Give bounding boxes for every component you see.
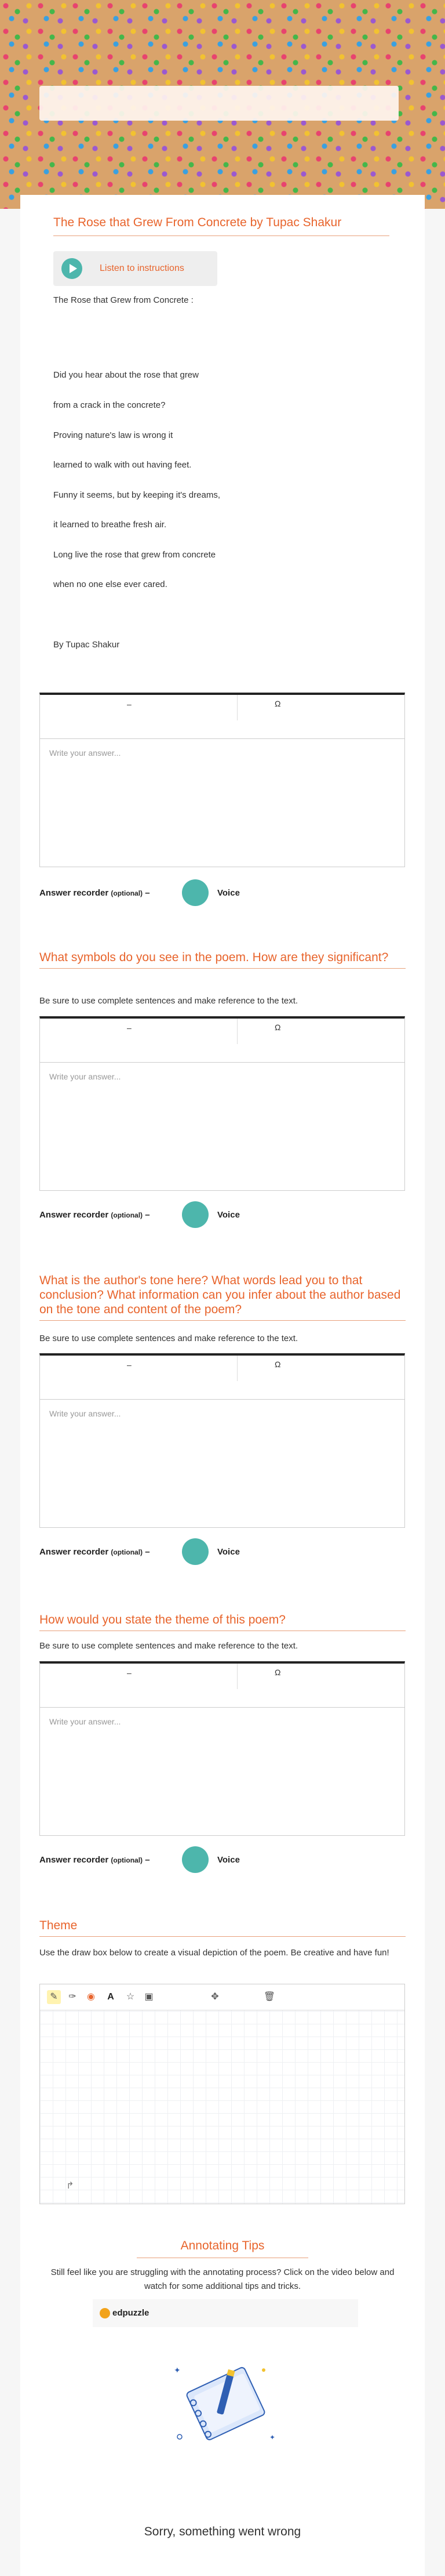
recorder-dash: – [145, 1547, 150, 1557]
omega-symbol-button[interactable]: Ω [275, 1023, 281, 1032]
answer-placeholder: Write your answer... [49, 1072, 121, 1081]
answer-editor [39, 1016, 405, 1191]
question-description: Be sure to use complete sentences and make reference to the text. [39, 1641, 298, 1651]
pencil-icon[interactable]: ✎ [47, 1990, 61, 2004]
record-voice-button[interactable] [182, 1201, 209, 1228]
banner-title-box [39, 86, 399, 121]
answer-editor [39, 693, 405, 867]
dash-tool-button[interactable]: – [127, 1668, 132, 1678]
record-voice-button[interactable] [182, 1538, 209, 1565]
poem-author: By Tupac Shakur [53, 640, 120, 650]
voice-label: Voice [217, 1855, 240, 1865]
answer-recorder-label [39, 1210, 150, 1220]
voice-label: Voice [217, 1547, 240, 1557]
tips-title: Annotating Tips [180, 2239, 265, 2252]
omega-symbol-button[interactable]: Ω [275, 1360, 281, 1369]
recorder-optional: (optional) [111, 1548, 143, 1556]
question-description: Be sure to use complete sentences and make reference to the text. [39, 996, 298, 1006]
poem-line: it learned to breathe fresh air. [53, 520, 167, 530]
recorder-optional: (optional) [111, 1856, 143, 1864]
tips-description: Still feel like you are struggling with the annotating process? Click on the video below and watch for some additional tips and tricks. [50, 2267, 395, 2291]
image-icon[interactable]: ▣ [144, 1992, 154, 2002]
brush-icon[interactable]: ✑ [68, 1992, 76, 2002]
cursor-icon: ↱ [66, 2181, 74, 2191]
editor-toolbar [40, 1664, 404, 1708]
question-title: What symbols do you see in the poem. How are they significant? [39, 950, 406, 969]
palette-icon[interactable]: ◉ [87, 1992, 95, 2002]
page-title: The Rose that Grew From Concrete by Tupac Shakur [53, 216, 389, 236]
poem-line: Funny it seems, but by keeping it's dreams, [53, 490, 220, 500]
voice-label: Voice [217, 1210, 240, 1220]
answer-textarea[interactable] [40, 1064, 404, 1191]
toolbar-divider [237, 1664, 238, 1689]
recorder-optional: (optional) [111, 889, 143, 897]
star-icon[interactable]: ☆ [126, 1992, 135, 2002]
answer-recorder-label [39, 1547, 150, 1557]
answer-editor [39, 1661, 405, 1836]
recorder-label: Answer recorder [39, 1210, 109, 1220]
draw-toolbar [40, 1984, 404, 2010]
omega-symbol-button[interactable]: Ω [275, 699, 281, 708]
answer-textarea[interactable] [40, 740, 404, 867]
toolbar-divider [237, 1356, 238, 1381]
answer-placeholder: Write your answer... [49, 1717, 121, 1726]
answer-placeholder: Write your answer... [49, 1409, 121, 1418]
recorder-label: Answer recorder [39, 888, 109, 898]
text-icon[interactable]: A [107, 1992, 114, 2002]
dash-tool-button[interactable]: – [127, 1360, 132, 1369]
omega-symbol-button[interactable]: Ω [275, 1668, 281, 1677]
error-message: Sorry, something went wrong [144, 2525, 301, 2538]
edpuzzle-logo-icon [100, 2308, 110, 2318]
error-illustration [162, 2347, 284, 2463]
recorder-dash: – [145, 1855, 150, 1865]
trash-icon[interactable]: 🗑 [263, 1992, 276, 2002]
answer-recorder-label [39, 888, 150, 898]
question-title: How would you state the theme of this poem? [39, 1613, 406, 1631]
recorder-dash: – [145, 888, 150, 898]
poem-line: from a crack in the concrete? [53, 400, 166, 410]
header-banner [0, 0, 445, 209]
dash-tool-button[interactable]: – [127, 1023, 132, 1032]
record-voice-button[interactable] [182, 1846, 209, 1873]
draw-canvas[interactable] [39, 1984, 405, 2204]
poem-line: Did you hear about the rose that grew [53, 370, 199, 380]
answer-editor [39, 1353, 405, 1528]
editor-toolbar [40, 1356, 404, 1400]
listen-label: Listen to instructions [100, 263, 184, 273]
video-embed[interactable] [93, 2299, 358, 2327]
edpuzzle-brand: edpuzzle [112, 2308, 149, 2318]
listen-instructions-button[interactable] [53, 251, 217, 286]
record-voice-button[interactable] [182, 879, 209, 906]
recorder-label: Answer recorder [39, 1855, 109, 1865]
poem-line: Long live the rose that grew from concrete [53, 550, 216, 560]
theme-title: Theme [39, 1918, 406, 1937]
svg-text:✦: ✦ [174, 2366, 181, 2375]
answer-recorder-label [39, 1855, 150, 1865]
voice-label: Voice [217, 888, 240, 898]
recorder-label: Answer recorder [39, 1547, 109, 1557]
question-title: What is the author's tone here? What words lead you to that conclusion? What information can you infer about the author based on the tone and content of the poem? [39, 1273, 406, 1321]
recorder-dash: – [145, 1210, 150, 1220]
answer-textarea[interactable] [40, 1401, 404, 1528]
editor-toolbar [40, 1019, 404, 1063]
dash-tool-button[interactable]: – [127, 700, 132, 709]
editor-toolbar [40, 695, 404, 739]
toolbar-divider [237, 695, 238, 720]
move-icon[interactable]: ✥ [211, 1992, 219, 2002]
svg-text:✦: ✦ [269, 2433, 276, 2441]
answer-placeholder: Write your answer... [49, 748, 121, 758]
play-icon [61, 258, 82, 279]
theme-description: Use the draw box below to create a visual depiction of the poem. Be creative and have fun! [39, 1948, 389, 1958]
recorder-optional: (optional) [111, 1211, 143, 1219]
question-description: Be sure to use complete sentences and make reference to the text. [39, 1334, 298, 1343]
poem-line: learned to walk with out having feet. [53, 460, 192, 470]
poem-line: Proving nature's law is wrong it [53, 430, 173, 440]
poem-line: when no one else ever cared. [53, 579, 167, 589]
toolbar-divider [237, 1019, 238, 1044]
poem-heading: The Rose that Grew from Concrete : [53, 295, 194, 305]
answer-textarea[interactable] [40, 1709, 404, 1836]
